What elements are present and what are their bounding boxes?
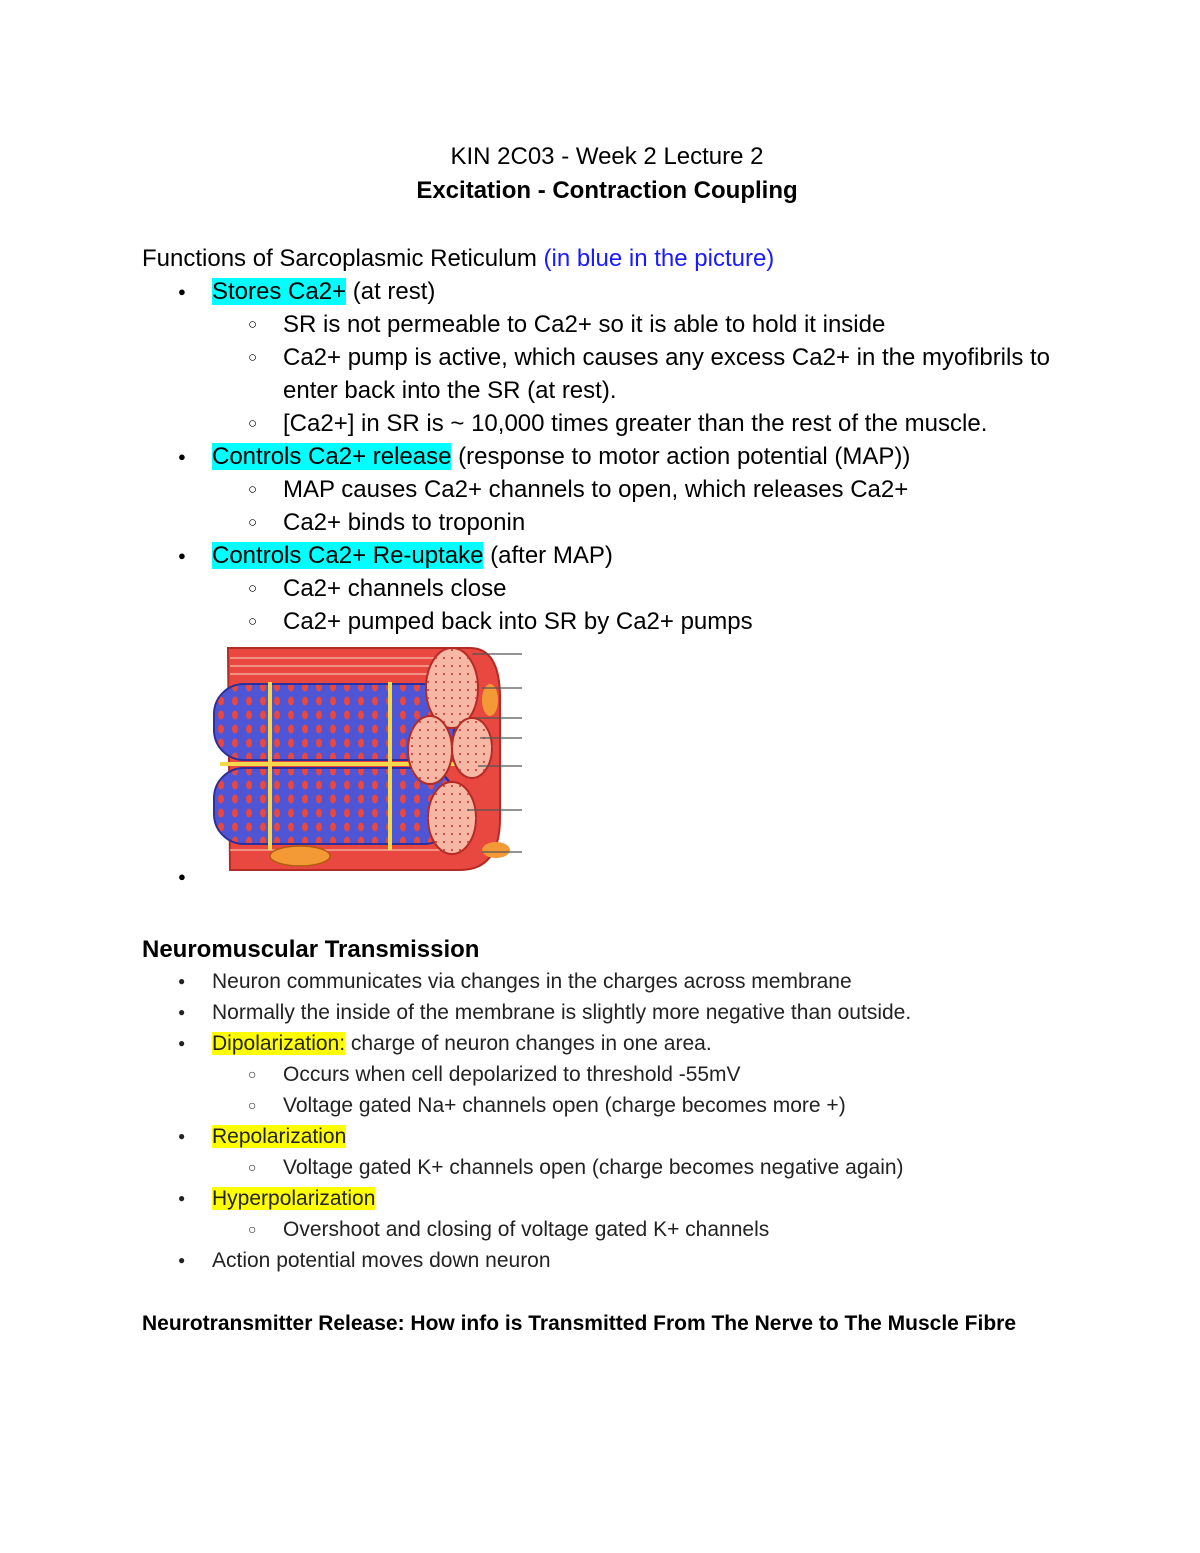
sub-list-item: ○ Ca2+ binds to troponin — [142, 506, 1072, 539]
sub-list-item: ○ Voltage gated Na+ channels open (charge becomes more +) — [142, 1090, 1072, 1121]
sr-heading: Functions of Sarcoplasmic Reticulum (in blue in the picture) — [142, 245, 775, 272]
sub-list-item: ○ Overshoot and closing of voltage gated K+ channels — [142, 1214, 1072, 1245]
course-title: KIN 2C03 - Week 2 Lecture 2 — [450, 143, 764, 170]
list-item: ● Controls Ca2+ Re-uptake (after MAP) — [142, 539, 1072, 572]
sub-list-item: ○ Ca2+ channels close — [142, 572, 1072, 605]
list-item: ● Dipolarization: charge of neuron changes in one area. — [142, 1028, 1072, 1059]
list-item: ● Action potential moves down neuron — [142, 1245, 1072, 1276]
document-page — [142, 140, 1072, 1339]
nt-heading: Neurotransmitter Release: How info is Transmitted From The Nerve to The Muscle Fibre — [142, 1312, 1017, 1335]
sub-list-item: ○ MAP causes Ca2+ channels to open, which releases Ca2+ — [142, 473, 1072, 506]
muscle-fibre-illustration — [200, 638, 522, 874]
list-item: ● Normally the inside of the membrane is slightly more negative than outside. — [142, 997, 1072, 1028]
sub-list-item: ○ [Ca2+] in SR is ~ 10,000 times greater than the rest of the muscle. — [142, 407, 1072, 440]
sr-heading-note: (in blue in the picture) — [543, 245, 775, 272]
sub-list-item: ○ Voltage gated K+ channels open (charge becomes negative again) — [142, 1152, 1072, 1183]
sub-list-item: ○ SR is not permeable to Ca2+ so it is able to hold it inside — [142, 308, 1072, 341]
list-item: ● Neuron communicates via changes in the charges across membrane — [142, 966, 1072, 997]
nt-section — [142, 1308, 1072, 1339]
list-item: ● Controls Ca2+ release (response to motor action potential (MAP)) — [142, 440, 1072, 473]
figure-row — [142, 638, 1072, 888]
sub-list-item: ○ Ca2+ pump is active, which causes any excess Ca2+ in the myofibrils to enter back into the SR (at rest). — [142, 341, 1072, 407]
list-item: ● Repolarization — [142, 1121, 1072, 1152]
sr-list — [142, 275, 1072, 638]
nm-section — [142, 934, 1072, 1276]
sub-list-item: ○ Ca2+ pumped back into SR by Ca2+ pumps — [142, 605, 1072, 638]
lecture-title: Excitation - Contraction Coupling — [416, 177, 798, 204]
nm-heading: Neuromuscular Transmission — [142, 936, 480, 963]
list-item: ● Hyperpolarization — [142, 1183, 1072, 1214]
nm-list — [142, 966, 1072, 1276]
bullet-icon: ● — [178, 869, 186, 884]
sub-list-item: ○ Occurs when cell depolarized to threshold -55mV — [142, 1059, 1072, 1090]
list-item: ● Stores Ca2+ (at rest) — [142, 275, 1072, 308]
sr-section — [142, 242, 1072, 888]
